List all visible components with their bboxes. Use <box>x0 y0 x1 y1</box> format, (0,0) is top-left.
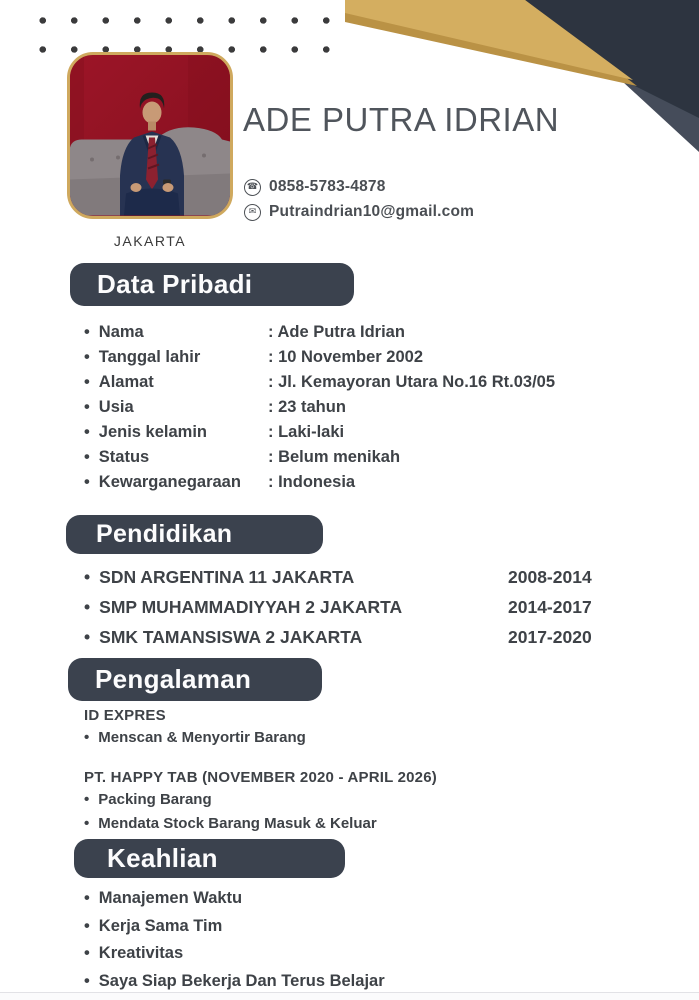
job-duty: • Menscan & Menyortir Barang <box>84 726 644 750</box>
education-list <box>84 562 624 652</box>
corner-ribbon-decoration <box>339 0 699 170</box>
education-school: • SMP MUHAMMADIYYAH 2 JAKARTA <box>84 592 508 622</box>
job-duty: • Mendata Stock Barang Masuk & Keluar <box>84 812 644 836</box>
contact-block <box>244 178 474 221</box>
personal-label: • Kewarganegaraan <box>84 470 268 495</box>
education-years: 2017-2020 <box>508 627 592 647</box>
experience-list <box>84 706 644 836</box>
section-title-education: Pendidikan <box>66 515 323 554</box>
personal-label: • Status <box>84 445 268 470</box>
company-name: PT. HAPPY TAB (NOVEMBER 2020 - APRIL 2026) <box>84 769 437 786</box>
education-years: 2014-2017 <box>508 597 592 617</box>
phone-number: 0858-5783-4878 <box>269 178 386 195</box>
email-address: Putraindrian10@gmail.com <box>269 203 475 220</box>
skill-item: • Kreativitas <box>84 940 385 968</box>
candidate-name: ADE PUTRA IDRIAN <box>243 101 560 138</box>
profile-photo-illustration <box>70 55 230 216</box>
section-title-skills: Keahlian <box>74 839 345 878</box>
skill-item: • Kerja Sama Tim <box>84 913 385 941</box>
location-label: JAKARTA <box>113 233 187 249</box>
education-school: • SDN ARGENTINA 11 JAKARTA <box>84 562 508 592</box>
personal-value: : 10 November 2002 <box>268 348 424 366</box>
skills-list <box>84 885 385 995</box>
profile-photo <box>67 52 233 219</box>
section-title-personal: Data Pribadi <box>70 263 354 306</box>
skill-item: • Manajemen Waktu <box>84 885 385 913</box>
bottom-edge-strip <box>0 992 699 1000</box>
personal-label: • Tanggal lahir <box>84 345 268 370</box>
personal-value: : 23 tahun <box>268 398 346 416</box>
experience-job <box>84 768 644 836</box>
skill-item: • Saya Siap Bekerja Dan Terus Belajar <box>84 968 385 996</box>
personal-label: • Usia <box>84 395 268 420</box>
personal-value: : Indonesia <box>268 473 356 491</box>
personal-label: • Nama <box>84 320 268 345</box>
phone-icon: ☎ <box>244 179 261 196</box>
personal-label: • Alamat <box>84 370 268 395</box>
email-icon: ✉ <box>244 204 261 221</box>
section-title-experience: Pengalaman <box>68 658 322 701</box>
education-school: • SMK TAMANSISWA 2 JAKARTA <box>84 622 508 652</box>
personal-value: : Laki-laki <box>268 423 345 441</box>
personal-data-list <box>84 320 644 495</box>
phone-row <box>244 178 474 196</box>
personal-value: : Ade Putra Idrian <box>268 323 405 341</box>
personal-value: : Jl. Kemayoran Utara No.16 Rt.03/05 <box>268 373 556 391</box>
experience-job <box>84 706 644 750</box>
company-name: ID EXPRES <box>84 707 166 724</box>
job-duty: • Packing Barang <box>84 788 644 812</box>
personal-value: : Belum menikah <box>268 448 401 466</box>
email-row <box>244 203 474 221</box>
education-years: 2008-2014 <box>508 567 592 587</box>
personal-label: • Jenis kelamin <box>84 420 268 445</box>
